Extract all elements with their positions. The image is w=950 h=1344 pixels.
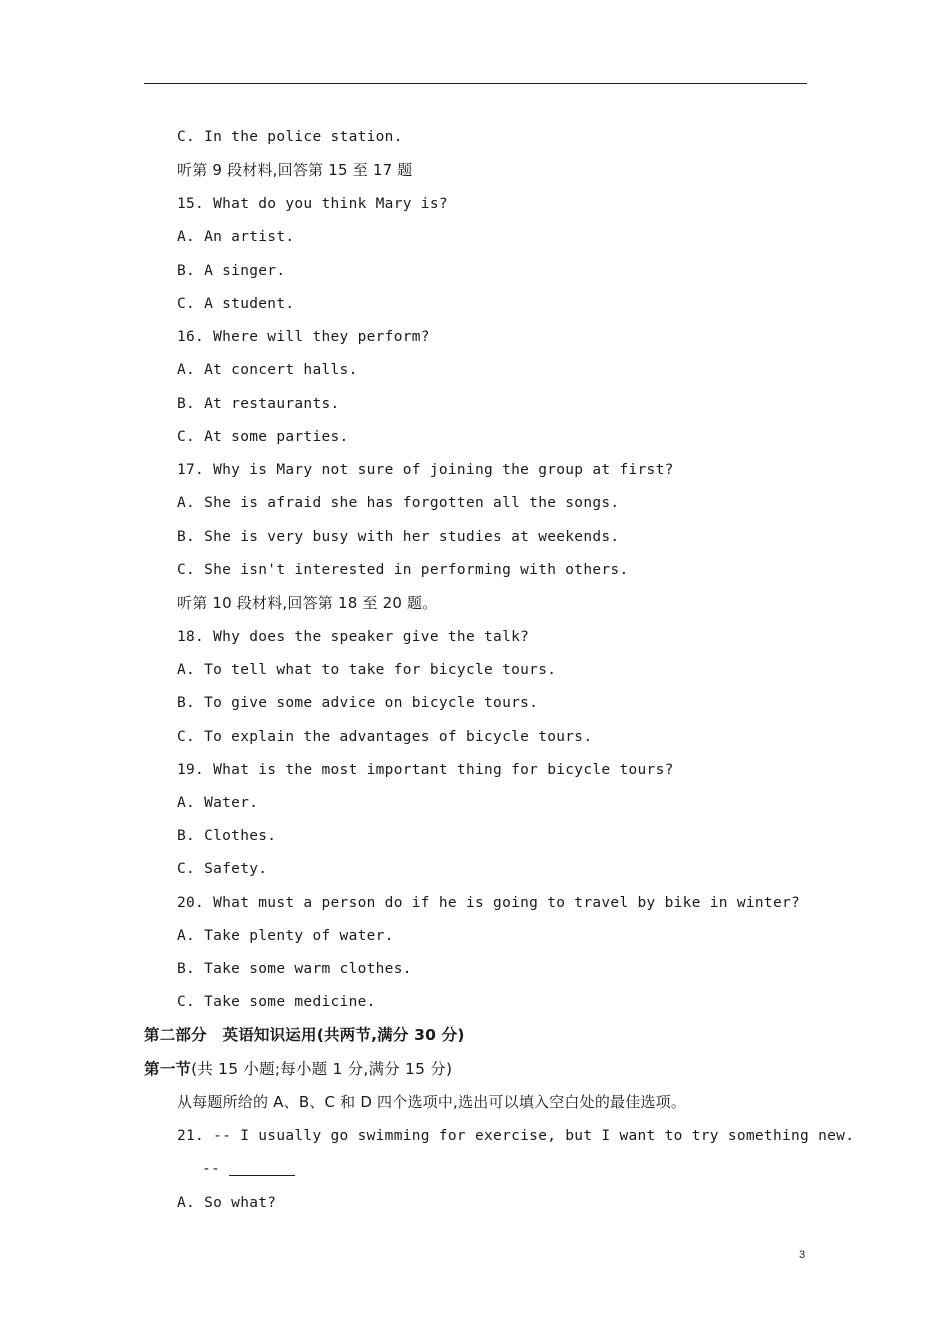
part-two-title: 第二部分 英语知识运用(共两节,满分 30 分) — [144, 1026, 465, 1044]
question-15: 15. What do you think Mary is? — [177, 196, 448, 212]
option-c-q15: C. A student. — [177, 296, 295, 312]
option-c-q16: C. At some parties. — [177, 429, 349, 445]
section-one-title: 第一节 — [144, 1060, 192, 1078]
option-c-q20: C. Take some medicine. — [177, 994, 376, 1010]
section-instruction: 从每题所给的 A、B、C 和 D 四个选项中,选出可以填入空白处的最佳选项。 — [177, 1093, 687, 1111]
option-b-q17: B. She is very busy with her studies at weekends. — [177, 529, 620, 545]
option-a-q21: A. So what? — [177, 1195, 277, 1211]
option-b-q19: B. Clothes. — [177, 828, 277, 844]
question-16: 16. Where will they perform? — [177, 329, 430, 345]
option-b-q20: B. Take some warm clothes. — [177, 961, 412, 977]
option-a-q20: A. Take plenty of water. — [177, 928, 394, 944]
option-c-q18: C. To explain the advantages of bicycle tours. — [177, 729, 593, 745]
option-a-q19: A. Water. — [177, 795, 259, 811]
answer-blank — [229, 1161, 295, 1176]
option-b-q15: B. A singer. — [177, 263, 286, 279]
option-c-q19: C. Safety. — [177, 861, 268, 877]
question-18: 18. Why does the speaker give the talk? — [177, 629, 530, 645]
listening-instruction-9: 听第 9 段材料,回答第 15 至 17 题 — [177, 161, 413, 179]
header-rule — [144, 83, 807, 84]
question-20: 20. What must a person do if he is going to travel by bike in winter? — [177, 895, 801, 911]
question-21: 21. -- I usually go swimming for exercise, but I want to try something new. — [177, 1128, 855, 1144]
option-b-q18: B. To give some advice on bicycle tours. — [177, 695, 539, 711]
option-a-q17: A. She is afraid she has forgotten all the songs. — [177, 495, 620, 511]
option-a-q15: A. An artist. — [177, 229, 295, 245]
reply-dashes: -- — [202, 1161, 221, 1177]
section-one-note: (共 15 小题;每小题 1 分,满分 15 分) — [191, 1060, 453, 1078]
question-21-reply — [202, 1159, 295, 1179]
page-number: 3 — [799, 1249, 806, 1261]
section-one-heading — [144, 1059, 452, 1079]
option-c-q14: C. In the police station. — [177, 129, 403, 145]
question-17: 17. Why is Mary not sure of joining the group at first? — [177, 462, 674, 478]
option-c-q17: C. She isn't interested in performing with others. — [177, 562, 629, 578]
option-b-q16: B. At restaurants. — [177, 396, 340, 412]
listening-instruction-10: 听第 10 段材料,回答第 18 至 20 题。 — [177, 594, 438, 612]
option-a-q16: A. At concert halls. — [177, 362, 358, 378]
option-a-q18: A. To tell what to take for bicycle tours. — [177, 662, 557, 678]
question-19: 19. What is the most important thing for bicycle tours? — [177, 762, 674, 778]
